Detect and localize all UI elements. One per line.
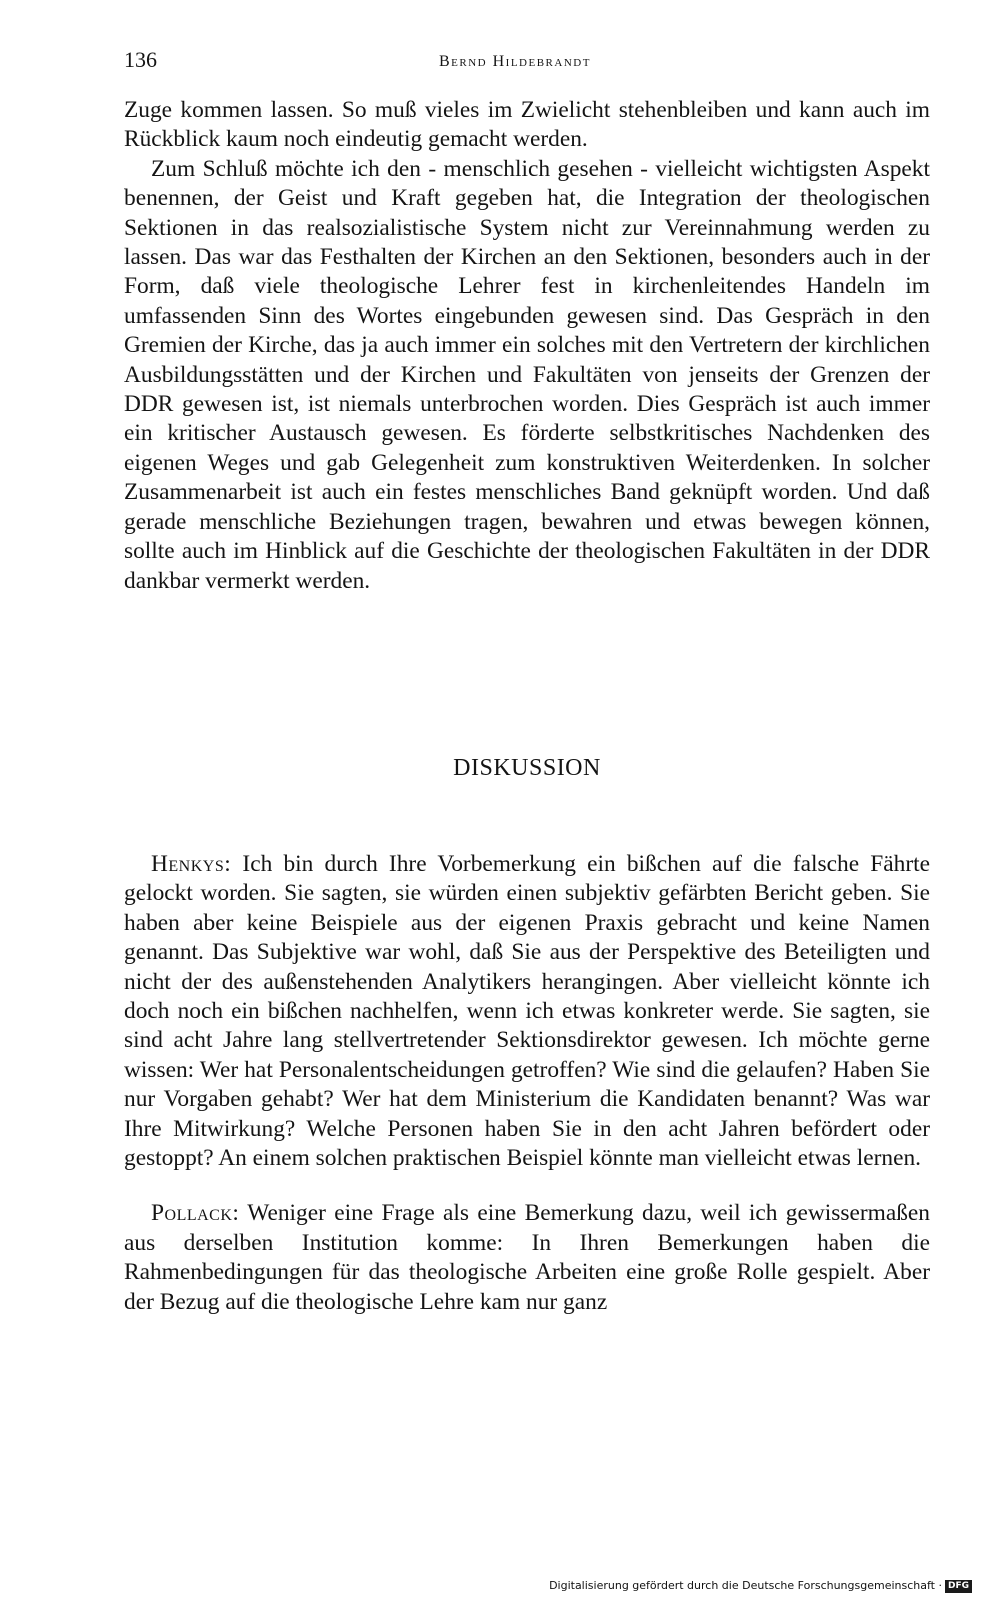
paragraph-2: Zum Schluß möchte ich den - menschlich gesehen - vielleicht wichtigsten Aspekt benennen, der Geist und Kraft gegeben hat, die Integration der theologischen Sektionen in das realsozialistische System nicht zur Vereinnahmung werden zu lassen. Das war das Festhalten der Kirchen an den Sektionen, besonders auch in der Form, daß viele theologische Lehrer fest in kirchenleitendes Handeln im umfassenden Sinn des Wortes eingebunden gewesen sind. Das Gespräch in den Gremien der Kirche, das ja auch immer ein solches mit den Vertretern der kirchlichen Ausbildungsstätten und der Kirchen und Fakultäten von jenseits der Grenzen der DDR gewesen ist, ist niemals unterbrochen worden. Dies Gespräch ist auch immer ein kritischer Austausch gewesen. Es förderte selbstkritisches Nachdenken des eigenen Weges und gab Gelegenheit zum konstruktiven Weiterdenken. In solcher Zusammenarbeit ist auch ein festes menschliches Band geknüpft worden. Und daß gerade menschliche Beziehungen tragen, bewahren und etwas bewegen können, sollte auch im Hinblick auf die Geschichte der theologischen Fakultäten in der DDR dankbar vermerkt werden. (124, 155, 930, 594)
running-head: Bernd Hildebrandt (439, 53, 591, 70)
discussion-text (124, 850, 930, 1317)
discussion-entry-henkys (124, 850, 930, 1173)
discussion-entry-text: Weniger eine Frage als eine Bemerkung dazu, weil ich gewissermaßen aus derselben Institution komme: In Ihren Bemerkungen haben die Rahmenbedingungen für das theologische Arbeiten eine große Rolle gespielt. Aber der Bezug auf die theologische Lehre kam nur ganz (124, 1200, 930, 1315)
dfg-logo: DFG (945, 1580, 972, 1593)
digitization-credit (549, 1579, 972, 1593)
discussion-entry-text: Ich bin durch Ihre Vorbemerkung ein bißchen auf die falsche Fährte gelockt worden. Sie sagten, sie würden einen subjektiv gefärbten Bericht geben. Sie haben aber keine Beispiele aus der eigenen Praxis gebracht und keine Namen genannt. Das Subjektive war wohl, daß Sie aus der Perspektive des Beteiligten und nicht der des außenstehenden Analytikers herangingen. Aber vielleicht könnte ich doch noch ein bißchen nachhelfen, wenn ich etwas konkreter werde. Sie sagten, sie sind acht Jahre lang stellvertretender Sektionsdirektor gewesen. Ich möchte gerne wissen: Wer hat Personalentscheidungen getroffen? Wie sind die gelaufen? Haben Sie nur Vorgaben gehabt? Wer hat dem Ministerium die Kandidaten benannt? Was war Ihre Mitwirkung? Welche Personen haben Sie in den acht Jahren befördert oder gestoppt? An einem solchen praktischen Beispiel könnte man vielleicht etwas lernen. (124, 851, 930, 1172)
paragraph-1: Zuge kommen lassen. So muß vieles im Zwielicht stehenbleiben und kann auch im Rückblick kaum noch eindeutig gemacht werden. (124, 97, 930, 153)
credit-text: Digitalisierung gefördert durch die Deutsche Forschungsgemeinschaft · (549, 1579, 942, 1592)
discussion-entry-pollack (124, 1199, 930, 1317)
section-heading: DISKUSSION (453, 755, 601, 781)
speaker-name: Henkys: (151, 851, 232, 877)
page-header (124, 44, 930, 76)
page-number: 136 (124, 47, 157, 72)
body-text (124, 96, 930, 596)
speaker-name: Pollack: (151, 1200, 240, 1227)
